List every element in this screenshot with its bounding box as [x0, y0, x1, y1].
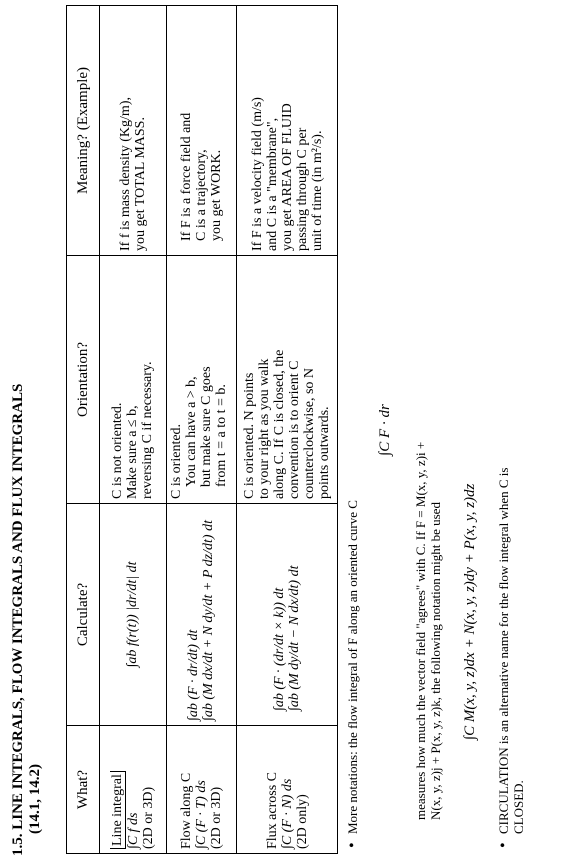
cell-line: (2D or 3D): [140, 786, 156, 849]
section-title: [10, 384, 44, 856]
cell-orientation: [166, 256, 237, 504]
cell-line: counterclockwise, so N: [302, 367, 318, 499]
cell-line: but make sure C goes: [198, 366, 214, 487]
header-orientation: Orientation?: [67, 256, 100, 504]
cell-line: (2D or 3D): [208, 786, 224, 849]
cell-meaning: [100, 6, 167, 256]
measures-text: [413, 10, 443, 850]
cell-line: passing through C per: [294, 127, 310, 251]
header-meaning: Meaning? (Example): [67, 6, 100, 256]
cell-line: ∫C (F · N) ds: [279, 778, 295, 849]
cell-line: C is a trajectory,: [193, 149, 209, 241]
cell-line: ∫ab (M dy/dt − N dx/dt) dt: [287, 565, 303, 711]
circulation-line: CLOSED.: [511, 780, 526, 834]
cell-line: C is oriented.: [168, 423, 184, 499]
cell-calculate: [100, 504, 167, 726]
cell-line: to your right as you walk: [257, 358, 273, 499]
table-row: [166, 6, 237, 854]
cell-line: Flow along C: [178, 772, 194, 849]
section-title-line1: 1.5. LINE INTEGRALS, FLOW INTEGRALS AND FLUX INTEGRALS: [10, 383, 26, 856]
cell-calculate: [237, 504, 338, 726]
table-header-row: [67, 6, 100, 854]
cell-line: you get WORK.: [208, 149, 224, 241]
measures-line: measures how much the vector field "agrees" with C. If F = M(x, y, z)i +: [413, 441, 428, 820]
cell-what: [237, 726, 338, 854]
cell-what: [166, 726, 237, 854]
cell-line: unit of time (in m²/s).: [309, 130, 325, 251]
cell-calculate: [166, 504, 237, 726]
notation-intro-text: More notations: the flow integral of F along an oriented curve C: [345, 500, 360, 834]
cell-what: [100, 726, 167, 854]
cell-line: Flux across C: [264, 772, 280, 849]
circulation-line: • CIRCULATION is an alternative name for the flow integral when C is: [496, 467, 511, 834]
cell-line: (2D only): [294, 794, 310, 849]
cell-line: ∫ab f(r(t)) |dr/dt| dt: [125, 561, 141, 668]
cell-meaning: [237, 6, 338, 256]
cell-line: ∫ab (F · (dr/dt × k)) dt: [272, 587, 288, 711]
cell-line: from t = a to t = b.: [213, 384, 229, 487]
cell-line: and C is a "membrane",: [264, 117, 280, 251]
cell-line: Make sure a ≤ b,: [125, 405, 141, 499]
cell-line: you get TOTAL MASS.: [132, 117, 148, 251]
cell-line: along C. If C is closed, the: [272, 349, 288, 499]
cell-orientation: [100, 256, 167, 504]
header-calculate: Calculate?: [67, 504, 100, 726]
cell-line: points outwards.: [317, 406, 333, 499]
section-title-line2: (14.1, 14.2): [27, 764, 43, 834]
notes-section: [345, 10, 526, 850]
cell-line: ∫ab (M dx/dt + N dy/dt + P dz/dt) dt: [201, 520, 217, 721]
cell-orientation: [237, 256, 338, 504]
cell-line: reversing C if necessary.: [140, 361, 156, 499]
cell-line: You can have a > b,: [183, 376, 199, 487]
measures-line: N(x, y, z)j + P(x, y, z)k, the following notation might be used: [428, 502, 443, 820]
cell-line: C is not oriented.: [110, 402, 126, 499]
table-row: [237, 6, 338, 854]
cell-line: ∫C f ds: [125, 812, 141, 849]
header-what: What?: [67, 726, 100, 854]
flow-integral-formula: ∫C F · dr: [377, 404, 393, 456]
cell-line: ∫ab (F · dr/dt) dt: [186, 629, 202, 721]
cell-line: C is oriented. N points: [242, 372, 258, 499]
integrals-table: [66, 5, 338, 854]
circulation-bullet: [496, 10, 526, 850]
cell-line: Line integral: [110, 771, 126, 849]
cell-meaning: [166, 6, 237, 256]
notation-bullet: [345, 10, 360, 850]
cell-line: ∫C (F · T) ds: [193, 780, 209, 849]
cell-line: If F is a force field and: [178, 112, 194, 241]
component-formula: ∫C M(x, y, z)dx + N(x, y, z)dy + P(x, y, z)dz: [462, 483, 478, 740]
cell-line: you get AREA OF FLUID: [279, 103, 295, 251]
table-row: [100, 6, 167, 854]
cell-line: convention is to orient C: [287, 360, 303, 499]
cell-line: If f is mass density (Kg/m),: [117, 97, 133, 251]
cell-line: If F is a velocity field (m/s): [249, 97, 265, 251]
